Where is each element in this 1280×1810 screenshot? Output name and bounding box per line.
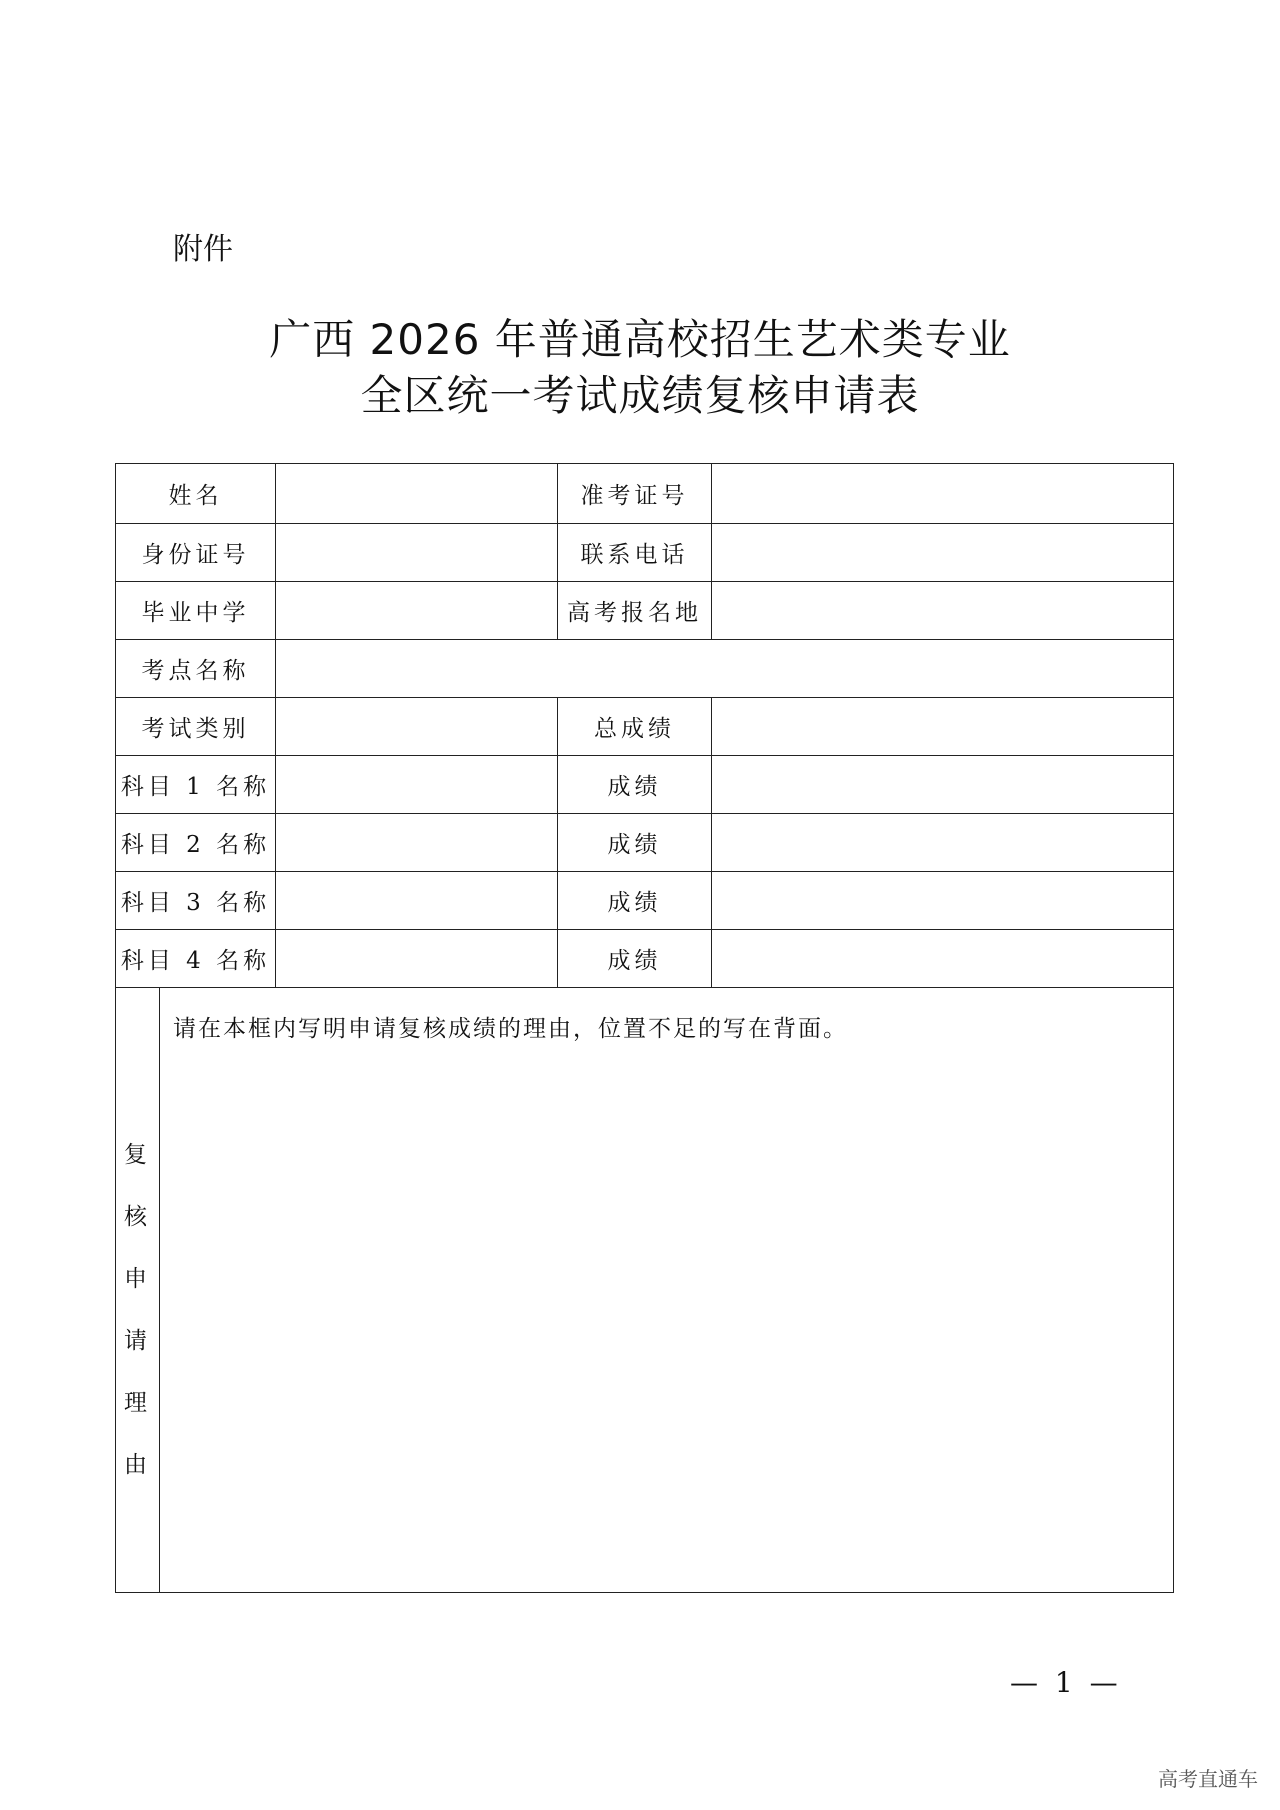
registration-place-field[interactable] <box>712 582 1174 640</box>
page-number: — 1 — <box>1010 1666 1122 1699</box>
subject-1-name-label: 科目 1 名称 <box>116 756 276 814</box>
attachment-label: 附件 <box>173 232 233 267</box>
subject-4-name-field[interactable] <box>276 930 558 988</box>
subject-1-score-label: 成绩 <box>558 756 712 814</box>
title-line-1: 广西 2026 年普通高校招生艺术类专业 <box>269 315 1011 364</box>
subject-3-name-field[interactable] <box>276 872 558 930</box>
subject-3-name-label: 科目 3 名称 <box>116 872 276 930</box>
registration-place-label: 高考报名地 <box>558 582 712 640</box>
exam-category-field[interactable] <box>276 698 558 756</box>
reason-label-char: 复 <box>124 1142 151 1168</box>
subject-1-name-field[interactable] <box>276 756 558 814</box>
title-line-2: 全区统一考试成绩复核申请表 <box>360 371 920 420</box>
subject-1-score-field[interactable] <box>712 756 1174 814</box>
phone-label: 联系电话 <box>558 524 712 582</box>
reason-label-char: 申 <box>124 1266 151 1292</box>
total-score-field[interactable] <box>712 698 1174 756</box>
subject-2-name-label: 科目 2 名称 <box>116 814 276 872</box>
subject-2-name-field[interactable] <box>276 814 558 872</box>
name-field[interactable] <box>276 464 558 524</box>
subject-4-name-label: 科目 4 名称 <box>116 930 276 988</box>
name-label: 姓名 <box>116 464 276 524</box>
subject-4-score-field[interactable] <box>712 930 1174 988</box>
review-reason-field[interactable] <box>160 988 1174 1593</box>
reason-instruction: 请在本框内写明申请复核成绩的理由，位置不足的写在背面。 <box>173 1016 848 1042</box>
watermark: 高考直通车 <box>1158 1767 1258 1791</box>
exam-site-field[interactable] <box>276 640 1174 698</box>
subject-2-score-field[interactable] <box>712 814 1174 872</box>
review-reason-label <box>116 988 160 1593</box>
exam-ticket-field[interactable] <box>712 464 1174 524</box>
graduation-school-label: 毕业中学 <box>116 582 276 640</box>
reason-label-char: 核 <box>124 1204 151 1230</box>
exam-category-label: 考试类别 <box>116 698 276 756</box>
subject-4-score-label: 成绩 <box>558 930 712 988</box>
reason-label-char: 由 <box>124 1452 151 1478</box>
reason-label-char: 理 <box>124 1390 151 1416</box>
subject-3-score-field[interactable] <box>712 872 1174 930</box>
review-application-form <box>115 463 1174 1593</box>
graduation-school-field[interactable] <box>276 582 558 640</box>
total-score-label: 总成绩 <box>558 698 712 756</box>
id-number-label: 身份证号 <box>116 524 276 582</box>
id-number-field[interactable] <box>276 524 558 582</box>
subject-2-score-label: 成绩 <box>558 814 712 872</box>
document-title <box>0 312 1280 424</box>
exam-ticket-label: 准考证号 <box>558 464 712 524</box>
reason-label-char: 请 <box>124 1328 151 1354</box>
exam-site-label: 考点名称 <box>116 640 276 698</box>
phone-field[interactable] <box>712 524 1174 582</box>
subject-3-score-label: 成绩 <box>558 872 712 930</box>
